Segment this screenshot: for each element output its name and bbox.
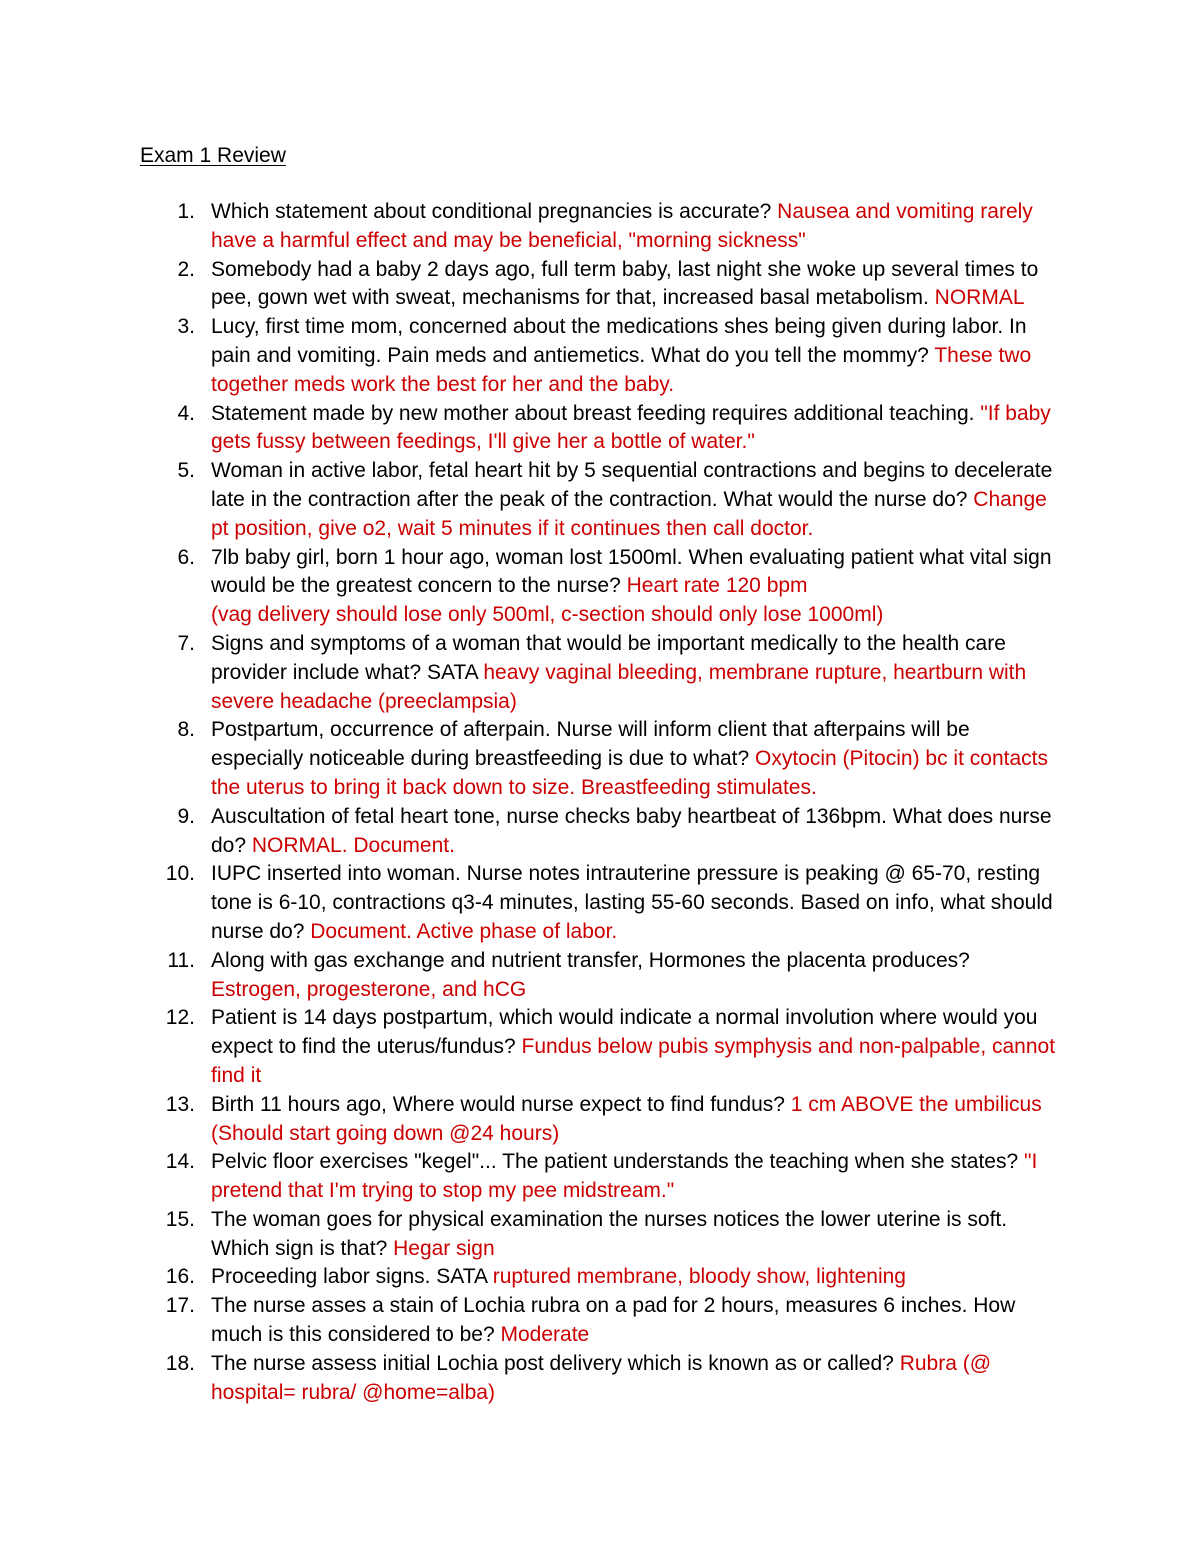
item-answer: Rubra (@ hospital= rubra/ @home=alba) — [211, 1351, 992, 1404]
item-answer: ruptured membrane, bloody show, lightening — [492, 1265, 906, 1289]
list-item — [140, 457, 1060, 543]
list-item — [140, 1350, 1060, 1408]
item-question: The woman goes for physical examination the nurses notices the lower uterine is soft. Which sign is that? — [211, 1207, 1008, 1260]
item-question: Woman in active labor, fetal heart hit by 5 sequential contractions and begins to decelerate late in the contraction after the peak of the contraction. What would the nurse do? — [211, 459, 1053, 511]
item-answer: Fundus below pubis symphysis and non-palpable, cannot find it — [211, 1035, 1056, 1087]
list-item — [140, 1004, 1060, 1090]
item-question: Statement made by new mother about breast feeding requires additional teaching. — [211, 401, 981, 425]
item-question: The nurse asses a stain of Lochia rubra on a pad for 2 hours, measures 6 inches. How much is this considered to be? — [211, 1294, 1016, 1347]
question-list — [140, 198, 1060, 1407]
item-answer: Estrogen, progesterone, and hCG — [211, 977, 527, 1001]
item-number: 13. — [165, 1092, 195, 1116]
list-item — [140, 947, 1060, 1005]
item-number: 14. — [165, 1150, 195, 1174]
item-note: (vag delivery should lose only 500ml, c-section should only lose 1000ml) — [211, 603, 884, 627]
list-item — [140, 716, 1060, 802]
item-question: Along with gas exchange and nutrient transfer, Hormones the placenta produces? — [211, 948, 970, 972]
item-number: 7. — [177, 631, 195, 655]
item-question: The nurse assess initial Lochia post delivery which is known as or called? — [211, 1351, 900, 1375]
item-answer: Document. Active phase of labor. — [310, 919, 618, 943]
item-question: Signs and symptoms of a woman that would be important medically to the health care provider include what? SATA — [211, 631, 1006, 684]
item-number: 4. — [177, 401, 195, 425]
item-number: 11. — [167, 948, 195, 972]
item-number: 12. — [165, 1006, 195, 1030]
item-number: 3. — [177, 315, 195, 339]
list-item — [140, 198, 1060, 256]
list-item — [140, 313, 1060, 399]
list-item — [140, 1263, 1060, 1292]
item-number: 18. — [165, 1351, 195, 1375]
list-item — [140, 630, 1060, 716]
list-item — [140, 1292, 1060, 1350]
item-number: 5. — [177, 459, 195, 483]
item-question: Lucy, first time mom, concerned about the medications shes being given during labor. In pain and vomiting. Pain meds and antiemetics. What do you tell the mommy? — [211, 315, 1027, 367]
item-answer: These two together meds work the best for her and the baby. — [211, 343, 1032, 396]
item-question: Patient is 14 days postpartum, which would indicate a normal involution where would you expect to find the uterus/fundus? — [211, 1006, 1038, 1059]
item-question: Auscultation of fetal heart tone, nurse checks baby heartbeat of 136bpm. What does nurse do? — [211, 804, 1052, 857]
item-question: IUPC inserted into woman. Nurse notes intrauterine pressure is peaking @ 65-70, resting tone is 6-10, contractions q3-4 minutes, lasting 55-60 seconds. Based on info, what should nurse do? — [211, 862, 1053, 943]
item-answer: 1 cm ABOVE the umbilicus (Should start going down @24 hours) — [211, 1092, 1042, 1145]
item-number: 6. — [177, 545, 195, 569]
item-question: 7lb baby girl, born 1 hour ago, woman lost 1500ml. When evaluating patient what vital sign would be the greatest concern to the nurse? — [211, 545, 1052, 598]
item-question: Birth 11 hours ago, Where would nurse expect to find fundus? — [211, 1092, 791, 1116]
item-number: 17. — [165, 1294, 195, 1318]
list-item — [140, 256, 1060, 314]
item-answer: Oxytocin (Pitocin) bc it contacts the uterus to bring it back down to size. Breastfeeding stimulates. — [211, 747, 1048, 799]
list-item — [140, 803, 1060, 861]
item-number: 15. — [165, 1207, 195, 1231]
item-number: 2. — [177, 257, 195, 281]
item-question: Pelvic floor exercises "kegel"... The patient understands the teaching when she states? — [211, 1150, 1024, 1174]
item-answer: Heart rate 120 bpm — [626, 574, 808, 598]
item-question: Postpartum, occurrence of afterpain. Nurse will inform client that afterpains will be especially noticeable during breastfeeding is due to what? — [211, 718, 970, 771]
list-item — [140, 1148, 1060, 1206]
document-title: Exam 1 Review — [140, 144, 286, 167]
item-answer: "If baby gets fussy between feedings, I'll give her a bottle of water." — [211, 401, 1051, 454]
item-answer: Nausea and vomiting rarely have a harmful effect and may be beneficial, "morning sickness" — [211, 200, 1033, 252]
list-item — [140, 1091, 1060, 1149]
item-number: 16. — [165, 1265, 195, 1289]
item-number: 10. — [165, 862, 195, 886]
item-answer: heavy vaginal bleeding, membrane rupture, heartburn with severe headache (preeclampsia) — [211, 660, 1027, 713]
item-answer: Moderate — [500, 1323, 590, 1347]
list-item — [140, 860, 1060, 946]
item-number: 8. — [177, 718, 195, 742]
list-item — [140, 544, 1060, 630]
item-question: Somebody had a baby 2 days ago, full term baby, last night she woke up several times to pee, gown wet with sweat, mechanisms for that, increased basal metabolism. — [211, 257, 1039, 310]
item-question: Proceeding labor signs. SATA — [211, 1265, 493, 1289]
item-answer: NORMAL — [934, 286, 1025, 310]
item-number: 9. — [177, 804, 195, 828]
item-answer: Change pt position, give o2, wait 5 minutes if it continues then call doctor. — [211, 487, 1047, 540]
item-answer: Hegar sign — [393, 1236, 495, 1260]
item-number: 1. — [177, 200, 195, 223]
item-answer: NORMAL. Document. — [251, 833, 455, 857]
list-item — [140, 1206, 1060, 1264]
item-question: Which statement about conditional pregnancies is accurate? — [211, 200, 778, 223]
list-item — [140, 400, 1060, 458]
item-answer: "I pretend that I'm trying to stop my pee midstream." — [211, 1150, 1038, 1203]
